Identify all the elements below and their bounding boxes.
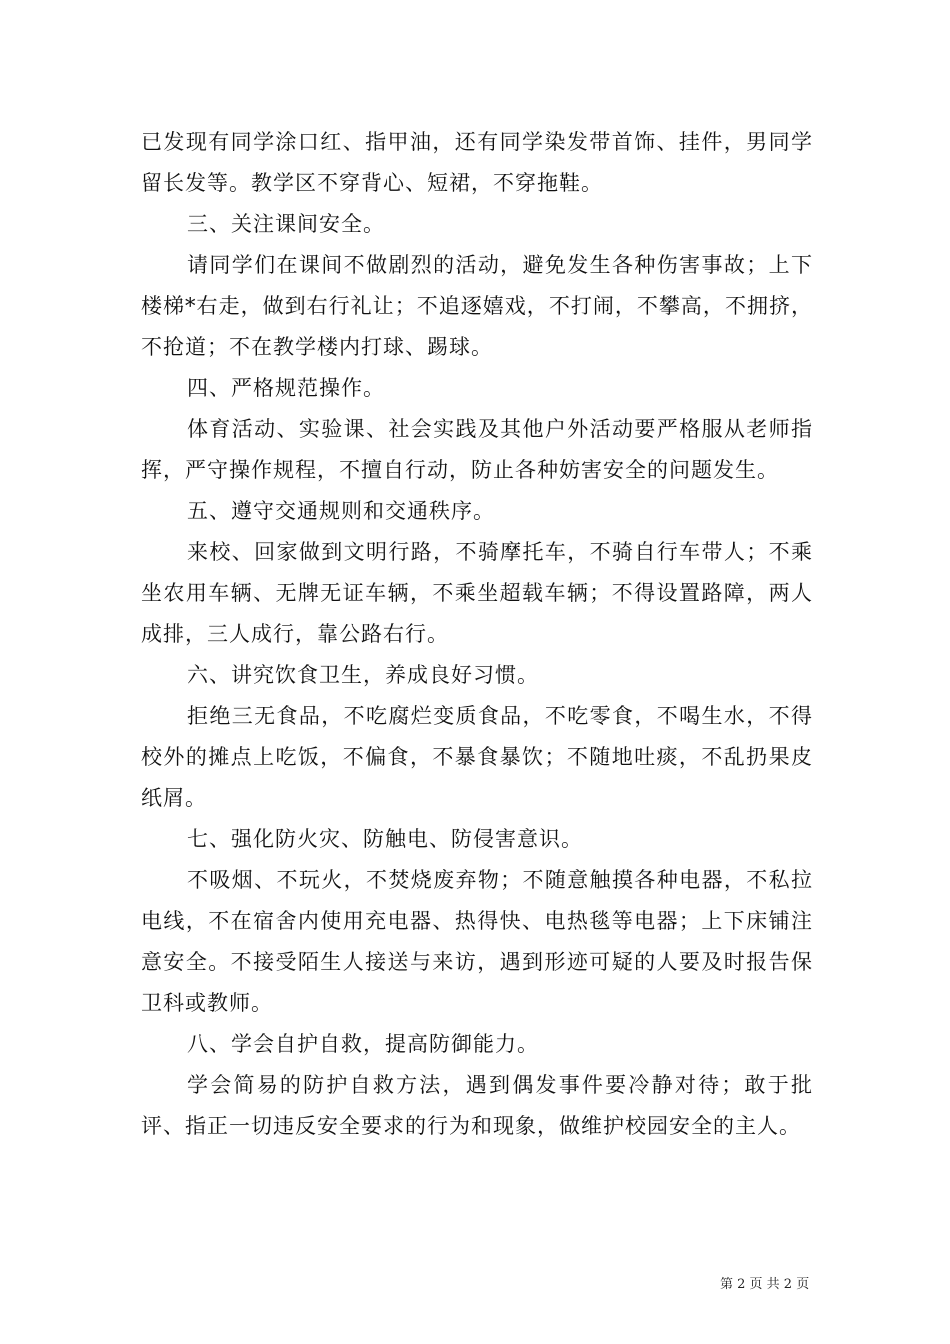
page-number-footer: 第 2 页 共 2 页 — [720, 1277, 810, 1292]
section-heading-5: 五、遵守交通规则和交通秩序。 — [187, 499, 495, 523]
paragraph-class-break-safety: 请同学们在课间不做剧烈的活动，避免发生各种伤害事故；上下楼梯*右走，做到右行礼让；不追逐嬉戏，不打闹，不攀高，不拥挤，不抢道；不在教学楼内打球、踢球。 — [141, 253, 813, 359]
paragraph-traffic-rules: 来校、回家做到文明行路，不骑摩托车，不骑自行车带人；不乘坐农用车辆、无牌无证车辆，不乘坐超载车辆；不得设置路障，两人成排，三人成行，靠公路右行。 — [141, 540, 813, 646]
section-heading-4: 四、严格规范操作。 — [187, 376, 385, 400]
section-heading-7: 七、强化防火灾、防触电、防侵害意识。 — [187, 827, 583, 851]
section-heading-6: 六、讲究饮食卫生，养成良好习惯。 — [187, 663, 539, 687]
section-heading-8: 八、学会自护自救，提高防御能力。 — [187, 1032, 539, 1056]
paragraph-operation-rules: 体育活动、实验课、社会实践及其他户外活动要严格服从老师指挥，严守操作规程，不擅自行动，防止各种妨害安全的问题发生。 — [141, 417, 813, 482]
paragraph-food-hygiene: 拒绝三无食品，不吃腐烂变质食品，不吃零食，不喝生水，不得校外的摊点上吃饭，不偏食，不暴食暴饮；不随地吐痰，不乱扔果皮纸屑。 — [141, 704, 813, 810]
document-body — [141, 122, 813, 1147]
paragraph-self-protection: 学会简易的防护自救方法，遇到偶发事件要冷静对待；敢于批评、指正一切违反安全要求的行为和现象，做维护校园安全的主人。 — [141, 1073, 813, 1138]
paragraph-continuation: 已发现有同学涂口红、指甲油，还有同学染发带首饰、挂件，男同学留长发等。教学区不穿背心、短裙，不穿拖鞋。 — [141, 130, 813, 195]
paragraph-fire-electric-safety: 不吸烟、不玩火，不焚烧废弃物；不随意触摸各种电器，不私拉电线，不在宿舍内使用充电器、热得快、电热毯等电器；上下床铺注意安全。不接受陌生人接送与来访，遇到形迹可疑的人要及时报告保卫科或教师。 — [141, 868, 813, 1015]
section-heading-3: 三、关注课间安全。 — [187, 212, 385, 236]
